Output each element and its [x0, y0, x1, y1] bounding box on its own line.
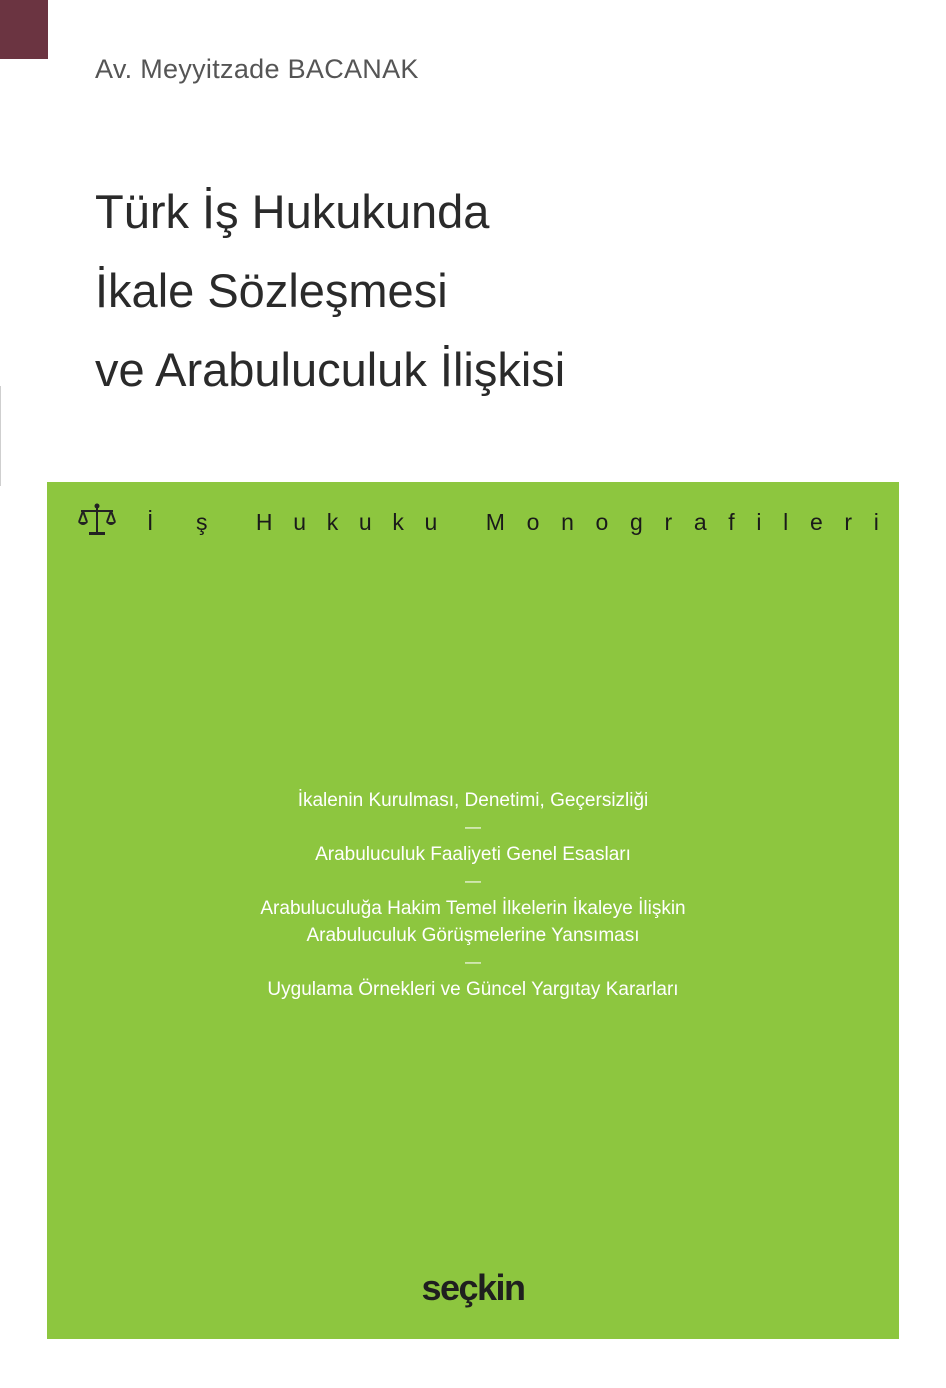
spine-edge-line — [0, 386, 1, 486]
topic-item: Arabuluculuk Görüşmelerine Yansıması — [306, 925, 640, 946]
series-word-gap — [208, 509, 256, 536]
topic-item: Arabuluculuğa Hakim Temel İlkelerin İkaleye İlişkin — [260, 898, 686, 919]
topic-separator: — — [465, 954, 481, 971]
series-word: H u k u k u — [255, 509, 438, 535]
title-line-1: Türk İş Hukukunda — [95, 185, 490, 238]
series-letters — [147, 509, 879, 536]
topic-item: İkalenin Kurulması, Denetimi, Geçersizliği — [297, 790, 649, 811]
author-name: Av. Meyyitzade BACANAK — [95, 54, 419, 84]
series-word: İ ş — [147, 509, 208, 535]
topic-separator: — — [465, 873, 481, 890]
publisher-logo: seçkin — [421, 1267, 525, 1308]
title-line-2: İkale Sözleşmesi — [95, 264, 448, 317]
series-name — [147, 509, 879, 536]
series-word-gap — [437, 509, 485, 536]
topic-item: Uygulama Örnekleri ve Güncel Yargıtay Kararları — [267, 979, 679, 1000]
book-title — [95, 172, 565, 409]
series-word: M o n o g r a f i l e r i — [485, 509, 879, 535]
topic-separator: — — [465, 819, 481, 836]
topics-list — [47, 787, 899, 1003]
scales-of-justice-icon — [77, 502, 117, 538]
corner-accent-block — [0, 0, 48, 59]
title-line-3: ve Arabuluculuk İlişkisi — [95, 343, 566, 396]
green-cover-panel — [47, 482, 899, 1339]
topic-item: Arabuluculuk Faaliyeti Genel Esasları — [315, 844, 631, 865]
